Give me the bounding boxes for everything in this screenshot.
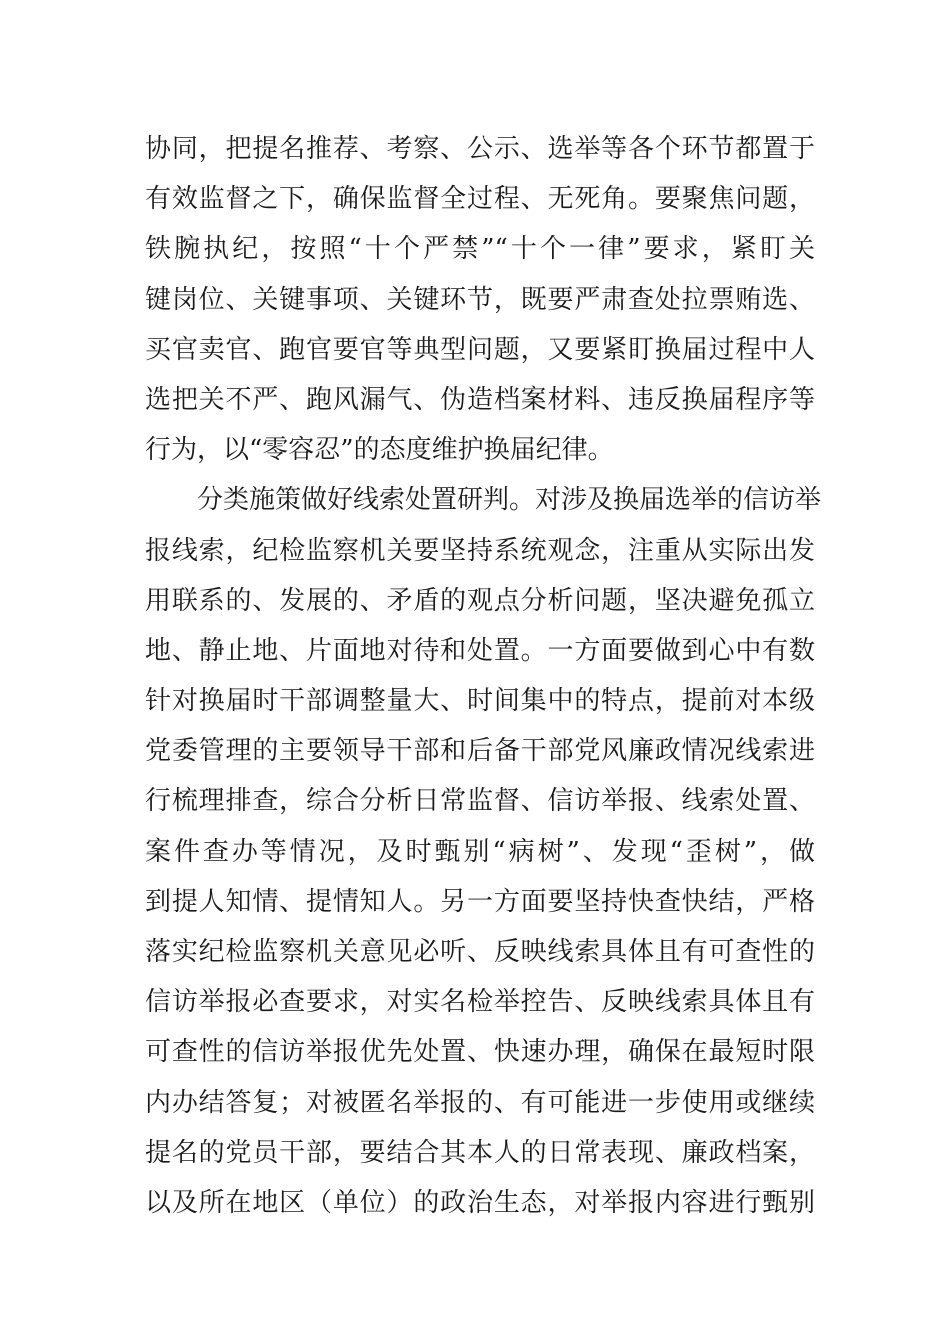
text-line: 内办结答复；对被匿名举报的、有可能进一步使用或继续	[145, 1087, 815, 1118]
text-line: 针对换届时干部调整量大、时间集中的特点，提前对本级	[145, 686, 815, 717]
text-line: 买官卖官、跑官要官等典型问题，又要紧盯换届过程中人	[145, 334, 815, 365]
text-line: 提名的党员干部，要结合其本人的日常表现、廉政档案，	[145, 1137, 815, 1168]
text-line: 用联系的、发展的、矛盾的观点分析问题，坚决避免孤立	[145, 585, 815, 616]
text-line: 落实纪检监察机关意见必听、反映线索具体且有可查性的	[145, 937, 815, 967]
text-line: 案件查办等情况，及时甄别“病树”、发现“歪树”，做	[145, 836, 815, 867]
text-line: 选把关不严、跑风漏气、伪造档案材料、违反换届程序等	[145, 384, 815, 415]
paragraph-first-line: 分类施策做好线索处置研判。对涉及换届选举的信访举	[197, 485, 822, 516]
text-line: 地、静止地、片面地对待和处置。一方面要做到心中有数	[145, 635, 815, 666]
text-line: 有效监督之下，确保监督全过程、无死角。要聚焦问题，	[145, 184, 815, 215]
text-line: 协同，把提名推荐、考察、公示、选举等各个环节都置于	[145, 134, 815, 164]
text-line: 报线索，纪检监察机关要坚持系统观念，注重从实际出发	[145, 535, 815, 566]
document-body	[145, 124, 822, 1228]
text-line: 可查性的信访举报优先处置、快速办理，确保在最短时限	[145, 1037, 815, 1068]
text-line: 到提人知情、提情知人。另一方面要坚持快查快结，严格	[145, 886, 815, 917]
text-line: 行梳理排查，综合分析日常监督、信访举报、线索处置、	[145, 786, 815, 817]
text-line: 党委管理的主要领导干部和后备干部党风廉政情况线索进	[145, 736, 815, 767]
text-line: 键岗位、关键事项、关键环节，既要严肃查处拉票贿选、	[145, 284, 815, 315]
text-line: 行为，以“零容忍”的态度维护换届纪律。	[145, 435, 614, 466]
text-line: 信访举报必查要求，对实名检举控告、反映线索具体且有	[145, 987, 815, 1018]
text-line: 铁腕执纪，按照“十个严禁”“十个一律”要求，紧盯关	[145, 234, 815, 265]
text-line: 以及所在地区（单位）的政治生态，对举报内容进行甄别	[145, 1187, 815, 1218]
